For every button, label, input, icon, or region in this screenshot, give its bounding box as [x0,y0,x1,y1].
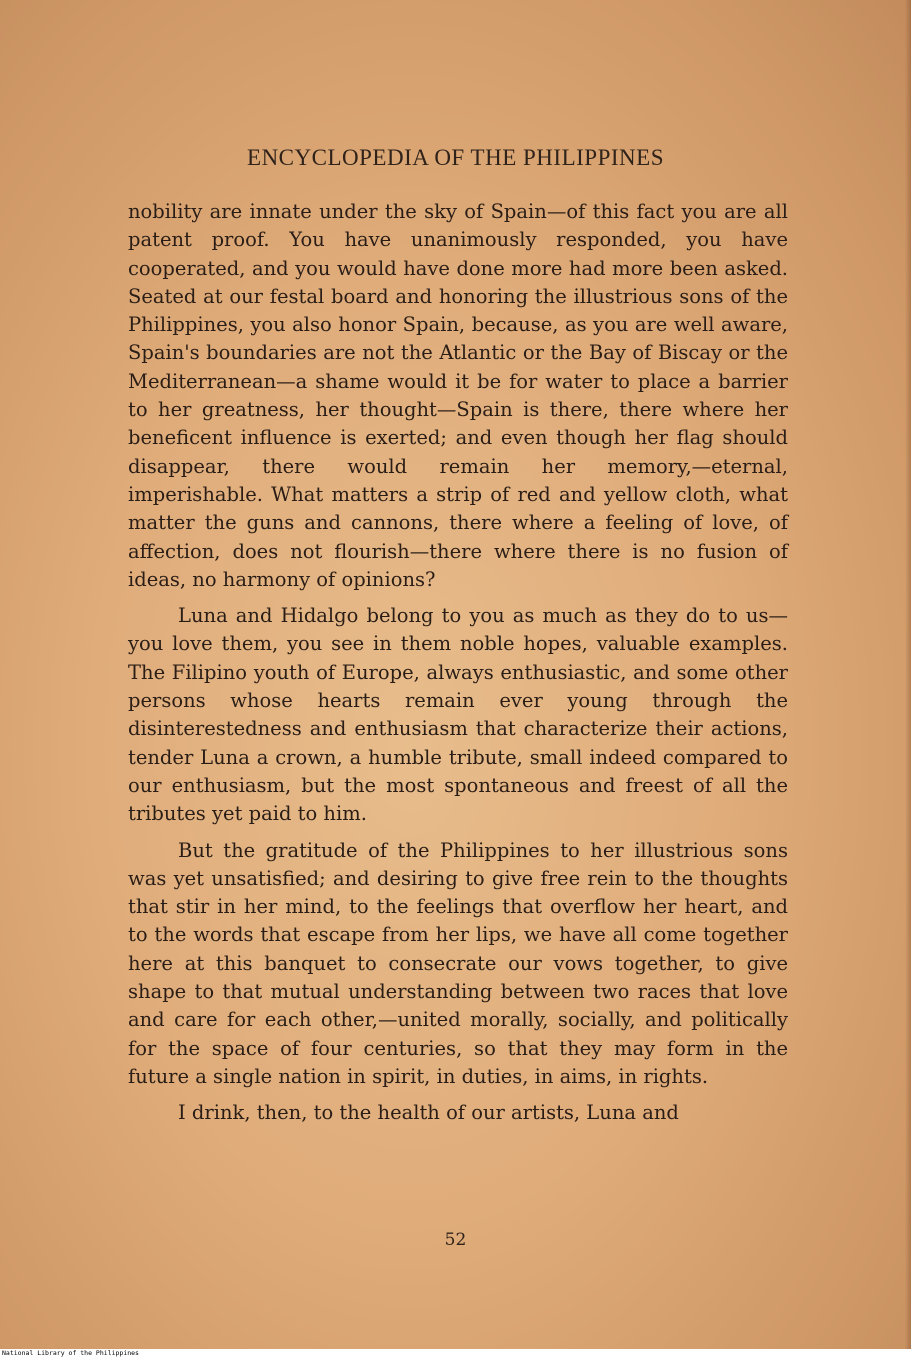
body-text [128,198,788,1136]
paragraph-luna-hidalgo: Luna and Hidalgo belong to you as much as they do to us—you love them, you see in them noble hopes, valuable examples. The Filipino youth of Europe, always enthusiastic, and some other persons whose hearts remain ever young through the disinterestedness and enthusiasm that characterize their actions, tender Luna a crown, a humble tribute, small indeed compared to our enthusiasm, but the most spontaneous and freest of all the tributes yet paid to him. [128,604,788,826]
paragraph-gratitude: But the gratitude of the Philippines to her illustrious sons was yet unsatisfied; and desiring to give free rein to the thoughts that stir in her mind, to the feelings that overflow her heart, and to the words that escape from her lips, we have all come together here at this banquet to consecrate our vows together, to give shape to that mutual understanding between two races that love and care for each other,—united morally, socially, and politically for the space of four centuries, so that they may form in the future a single nation in spirit, in duties, in aims, in rights. [128,838,788,1088]
paragraph-continuation: nobility are innate under the sky of Spain—of this fact you are all patent proof. You have unanimously responded, you have cooperated, and you would have done more had more been asked. Seated at our festal board and honoring the illustrious sons of the Philippines, you also honor Spain, because, as you are well aware, Spain's boundaries are not the Atlantic or the Bay of Biscay or the Mediterranean—a shame would it be for water to place a barrier to her greatness, her thought—Spain is there, there where her beneficent influence is exerted; and even though her flag should disappear, there would remain her memory,—eternal, imperishable. What matters a strip of red and yellow cloth, what matter the guns and cannons, there where a feeling of love, of affection, does not flourish—there where there is no fusion of ideas, no harmony of opinions? [128,200,788,591]
footer-credit: National Library of the Philippines [0,1349,911,1358]
running-head: ENCYCLOPEDIA OF THE PHILIPPINES [247,145,664,170]
page-edge-shadow [905,0,911,1349]
page-number: 52 [444,1230,467,1250]
paragraph-toast: I drink, then, to the health of our artists, Luna and [178,1101,679,1125]
